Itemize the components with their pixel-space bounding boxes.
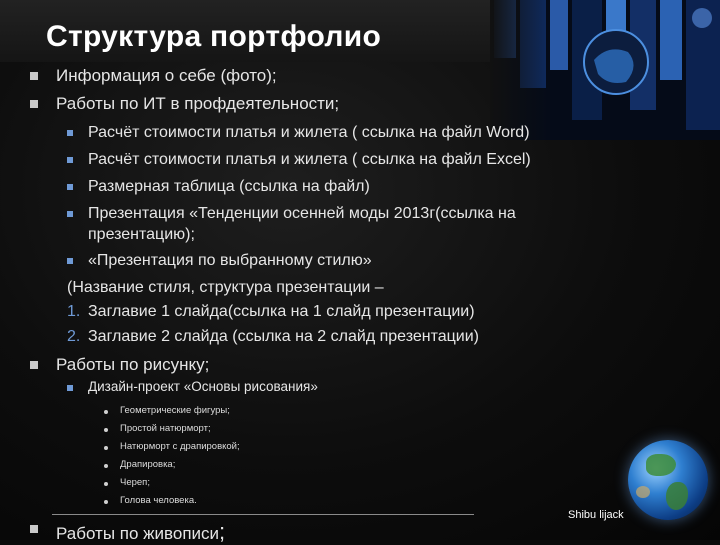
bullet-marker bbox=[67, 211, 73, 217]
bullet-dot bbox=[104, 428, 108, 432]
drawing-item: Драпировка; bbox=[120, 459, 176, 470]
bullet-marker bbox=[30, 100, 38, 108]
link-slide-1[interactable]: Заглавие 1 слайда(ссылка на 1 слайд презентации) bbox=[88, 303, 475, 320]
drawing-item: Простой натюрморт; bbox=[120, 423, 211, 434]
list-number: 2. bbox=[67, 328, 81, 345]
bullet-marker bbox=[67, 184, 73, 190]
note-text: (Название стиля, структура презентации – bbox=[67, 279, 384, 296]
bullet-dot bbox=[104, 464, 108, 468]
credit-label: Shibu lijack bbox=[568, 509, 624, 521]
link-excel-file[interactable]: Расчёт стоимости платья и жилета ( ссылка на файл Excel) bbox=[88, 151, 531, 168]
bullet-painting-text: Работы по живописи bbox=[56, 524, 220, 543]
link-slide-2[interactable]: Заглавие 2 слайда (ссылка на 2 слайд презентации) bbox=[88, 328, 480, 345]
bullet-it-works: Работы по ИТ в профдеятельности; bbox=[56, 94, 340, 113]
bullet-drawing: Работы по рисунку; bbox=[56, 355, 210, 374]
bullet-dot bbox=[104, 446, 108, 450]
drawing-item: Голова человека. bbox=[120, 495, 197, 506]
bullet-info: Информация о себе (фото); bbox=[56, 66, 277, 85]
drawing-item: Геометрические фигуры; bbox=[120, 405, 230, 416]
bullet-marker bbox=[30, 72, 38, 80]
bullet-marker bbox=[30, 525, 38, 533]
bullet-marker bbox=[67, 385, 73, 391]
bullet-dot bbox=[104, 482, 108, 486]
drawing-item: Череп; bbox=[120, 477, 150, 488]
bullet-style-presentation: «Презентация по выбранному стилю» bbox=[88, 252, 372, 269]
link-autumn-fashion-cont[interactable]: презентацию); bbox=[88, 226, 195, 243]
bullet-marker bbox=[67, 130, 73, 136]
divider-line bbox=[52, 514, 474, 515]
bullet-painting-end: ; bbox=[219, 519, 226, 544]
bullet-dot bbox=[104, 500, 108, 504]
bullet-marker bbox=[67, 258, 73, 264]
link-size-table[interactable]: Размерная таблица (ссылка на файл) bbox=[88, 178, 370, 195]
bullet-marker bbox=[67, 157, 73, 163]
bullet-design-project: Дизайн-проект «Основы рисования» bbox=[88, 379, 318, 394]
link-autumn-fashion[interactable]: Презентация «Тенденции осенней моды 2013г(ссылка на bbox=[88, 205, 516, 222]
list-number: 1. bbox=[67, 303, 81, 320]
bullet-painting bbox=[56, 519, 225, 545]
slide-title: Структура портфолио bbox=[46, 20, 382, 53]
drawing-item: Натюрморт с драпировкой; bbox=[120, 441, 240, 452]
link-word-file[interactable]: Расчёт стоимости платья и жилета ( ссылка на файл Word) bbox=[88, 124, 530, 141]
bullet-dot bbox=[104, 410, 108, 414]
bullet-marker bbox=[30, 361, 38, 369]
